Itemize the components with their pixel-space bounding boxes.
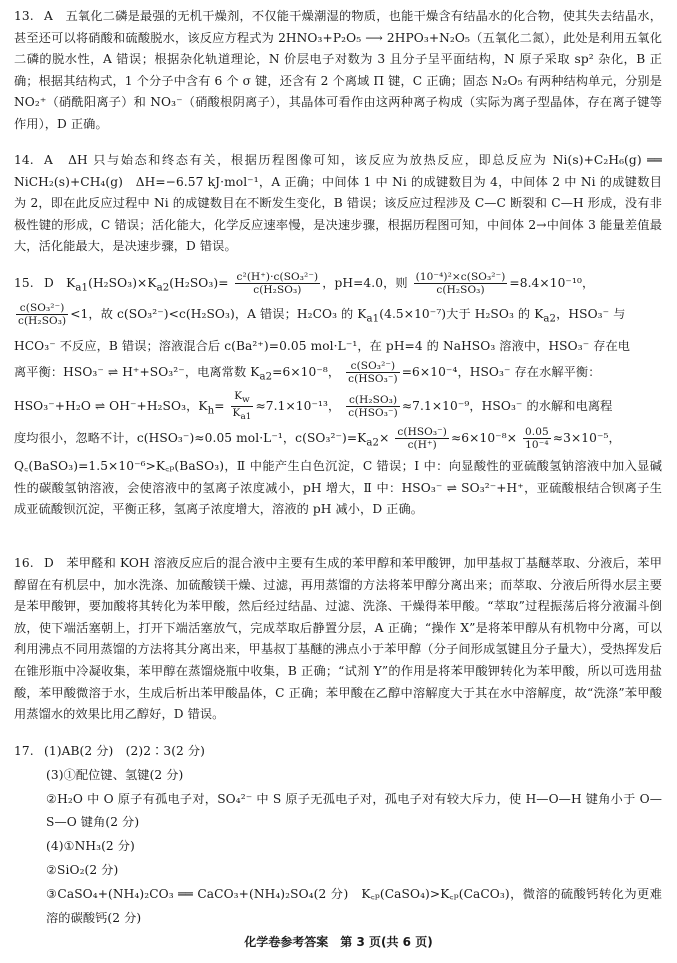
q17-line: ②SiO₂(2 分) <box>46 862 119 877</box>
subscript: a2 <box>543 313 557 325</box>
q15-text: ，HSO₃⁻ 与 <box>556 307 626 322</box>
q15-text: ，pH=4.0，则 <box>322 276 408 290</box>
fraction <box>235 271 321 296</box>
numerator: c(H₂SO₃) <box>346 394 400 407</box>
q15-text: 离平衡：HSO₃⁻ ⇌ H⁺+SO₃²⁻，电离常数 K <box>14 364 260 379</box>
denominator: c(H₂SO₃) <box>253 284 302 296</box>
question-number: 16. <box>14 556 34 570</box>
question-number: 13. <box>14 9 34 23</box>
denominator: 10⁻⁴ <box>525 438 549 451</box>
numerator: c(SO₃²⁻) <box>346 360 400 373</box>
fraction <box>346 394 400 419</box>
q15-text: ≈7.1×10⁻¹³， <box>255 399 341 414</box>
q17-line: ③CaSO₄+(NH₄)₂CO₃ ══ CaCO₃+(NH₄)₂SO₄(2 分) K꜀ₚ(CaSO₄)>K꜀ₚ(CaCO₃)，微溶的硫酸钙转化为更难溶的碳酸钙(2 分) <box>46 886 662 925</box>
q15-text: ≈3×10⁻⁵， <box>552 430 621 445</box>
q15-text: =8.4×10⁻¹⁰， <box>509 276 595 290</box>
question-13-text: A 五氧化二磷是最强的无机干燥剂，不仅能干燥潮湿的物质，也能干燥含有结晶水的化合物，使其失去结晶水，甚至还可以将硝酸和硫酸脱水，该反应方程式为 2HNO₃+P₂O₅ ⟶ 2HPO₃+N₂O₅（五氧化二氮），此处是利用五氧化二磷的脱水性，A 错误；根据杂化轨道理论，N 价层电子对数为 3 且分子呈平面结构，N 原子采取 sp² 杂化，B 正确；根据其结构式，1 个分子中含有 6 个 σ 键，还含有 2 个离域 Π 键，C 正确；固态 N₂O₅ 有两种结构单元，分别是 NO₂⁺（硝酰阳离子）和 NO₃⁻（硝酸根阴离子），其晶体可看作由这两种离子构成（实际为离子型晶体，存在离子键等作用），D 正确。 <box>14 9 662 131</box>
q15-text: =6×10⁻⁸， <box>272 364 341 379</box>
q15-text: HSO₃⁻+H₂O ⇌ OH⁻+H₂SO₃，K <box>14 399 208 414</box>
question-16-text: D 苯甲醛和 KOH 溶液反应后的混合液中主要有生成的苯甲醇和苯甲酸钾，加甲基叔丁基醚萃取、分液后，苯甲醇留在有机层中，加水洗涤、加硫酸镁干燥、过滤，再用蒸馏的方法将苯甲醇分离出来；而萃取、分液后所得水层主要是苯甲酸钾，要加酸将其转化为苯甲酸，然后经过结晶、过滤、洗涤、干燥得苯甲酸。“萃取”过程振荡后将分液漏斗倒放，使下端活塞朝上，打开下端活塞放气，完成萃取后静置分层，A 正确；“操作 X”是将苯甲醇从有机物中分离，可以利用沸点不同用蒸馏的方法将其分离出来，甲基叔丁基醚的沸点小于苯甲醇（分子间形成氢键且分子量大），受热挥发后在锥形瓶中冷凝收集，苯甲醇在蒸馏烧瓶中收集，B 正确；“试剂 Y”的作用是将苯甲酸钾转化为苯甲酸，所以可选用盐酸，苯甲酸微溶于水，生成后析出苯甲酸晶体，C 正确；苯甲酸在乙醇中溶解度大于其在水中溶解度，故“洗涤”苯甲酸用蒸馏水的效果比用乙醇好，D 错误。 <box>14 556 662 722</box>
page-footer: 化学卷参考答案 第 3 页(共 6 页) <box>244 935 433 949</box>
q15-text: ≈7.1×10⁻⁹，HSO₃⁻ 的水解和电离程 <box>401 399 613 414</box>
subscript: a1 <box>75 282 89 294</box>
question-number: 15. <box>14 276 34 290</box>
question-14-text: A ΔH 只与始态和终态有关，根据历程图像可知，该反应为放热反应，即总反应为 Ni(s)+C₂H₆(g) ══ NiCH₂(s)+CH₄(g) ΔH=−6.57 kJ·mol⁻¹，A 正确；中间体 1 中 Ni 的成键数目为 4，中间体 2 中 Ni 的成键数目为 2，即在此反应过程中 Ni 的成键数目在不断发生变化，B 错误；该反应过程涉及 C—C 断裂和 C—H 形成，没有非极性键的形成，C 错误；活化能大，化学反应速率慢，是决速步骤，根据历程图可知，中间体 2→中间体 3 能量差值最大，活化能最大，是决速步骤，D 错误。 <box>14 153 662 254</box>
question-17 <box>14 740 662 930</box>
kw-symbol: K <box>234 390 243 403</box>
q15-text: × <box>379 430 390 445</box>
denominator: c(H₂SO₃) <box>18 315 67 328</box>
subscript: h <box>207 405 215 417</box>
subscript: a1 <box>366 313 380 325</box>
numerator: (10⁻⁴)²×c(SO₃²⁻) <box>415 271 506 283</box>
subscript: w <box>242 395 250 406</box>
q17-line: (4)①NH₃(2 分) <box>46 839 135 854</box>
q15-text: (H₂SO₃)×K <box>88 276 157 290</box>
numerator <box>231 390 254 407</box>
question-13 <box>14 6 662 136</box>
question-14 <box>14 150 662 258</box>
q15-text: (H₂SO₃)= <box>169 276 229 290</box>
fraction <box>395 426 449 451</box>
q17-line: (1)AB(2 分) (2)2∶3(2 分) <box>44 744 206 758</box>
denominator: c(H₂SO₃) <box>436 284 485 296</box>
question-16 <box>14 553 662 726</box>
denominator <box>231 407 254 423</box>
fraction <box>414 271 508 296</box>
q15-text: ≈6×10⁻⁸× <box>451 430 518 445</box>
q15-text: D K <box>44 276 76 290</box>
q15-text: 度均很小，忽略不计，c(HSO₃⁻)≈0.05 mol·L⁻¹，c(SO₃²⁻)=K <box>14 430 367 445</box>
subscript: a2 <box>156 282 170 294</box>
q15-text: = <box>214 399 225 414</box>
q15-text: (4.5×10⁻⁷)大于 H₂SO₃ 的 K <box>379 307 544 322</box>
numerator: 0.05 <box>525 425 549 438</box>
ka-symbol: K <box>232 407 241 420</box>
q15-text: <1，故 c(SO₃²⁻)<c(H₂SO₃)，A 错误；H₂CO₃ 的 K <box>70 307 367 322</box>
subscript: a1 <box>240 412 252 423</box>
denominator: c(HSO₃⁻) <box>348 407 398 420</box>
q17-line: (3)①配位键、氢键(2 分) <box>46 767 184 782</box>
question-number: 17. <box>14 744 34 758</box>
question-15 <box>14 270 662 521</box>
denominator: c(H⁺) <box>407 438 437 451</box>
numerator: c²(H⁺)·c(SO₃²⁻) <box>236 271 319 283</box>
q15-text: Q꜀(BaSO₃)=1.5×10⁻⁶>K꜀ₚ(BaSO₃)，Ⅱ 中能产生白色沉淀，C 错误；Ⅰ 中：向显酸性的亚硫酸氢钠溶液中加入显碱性的碳酸氢钠溶液，会使溶液中的氢离子浓度减小，pH 增大，Ⅱ 中：HSO₃⁻ ⇌ SO₃²⁻+H⁺，亚硫酸根结合钡离子生成亚硫酸钡沉淀，平衡正移，氢离子浓度增大，溶液的 pH 减小，D 正确。 <box>14 459 662 517</box>
subscript: a2 <box>259 371 273 383</box>
subscript: a2 <box>366 437 380 449</box>
question-number: 14. <box>14 153 34 167</box>
fraction <box>231 390 254 423</box>
fraction <box>16 302 68 327</box>
q15-text: HCO₃⁻ 不反应，B 错误；溶液混合后 c(Ba²⁺)=0.05 mol·L⁻¹，在 pH=4 的 NaHSO₃ 溶液中，HSO₃⁻ 存在电 <box>14 338 631 353</box>
fraction <box>346 360 400 385</box>
q15-text: =6×10⁻⁴，HSO₃⁻ 存在水解平衡： <box>401 364 601 379</box>
numerator: c(HSO₃⁻) <box>397 425 447 438</box>
denominator: c(HSO₃⁻) <box>348 372 398 385</box>
fraction <box>523 426 551 451</box>
q17-line: ②H₂O 中 O 原子有孤电子对，SO₄²⁻ 中 S 原子无孤电子对，孤电子对有较大斥力，使 H—O—H 键角小于 O—S—O 键角(2 分) <box>46 791 662 830</box>
numerator: c(SO₃²⁻) <box>16 302 68 315</box>
